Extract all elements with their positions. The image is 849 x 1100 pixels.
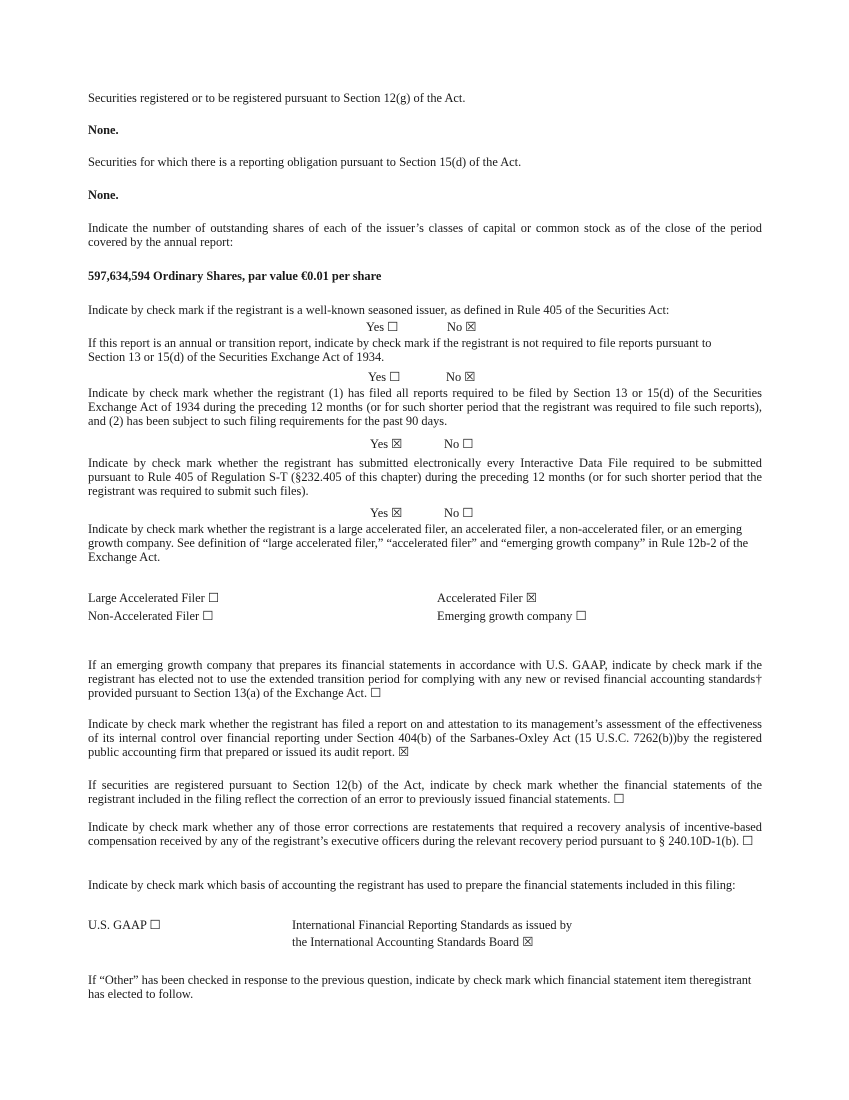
filer-status-question: Indicate by check mark whether the registrant is a large accelerated filer, an accelerated filer, a non-accelerated filer, or an emerging growth company. See definition of “large accelerated filer,” “accelerated filer” and “emerging growth company” in Rule 12b-2 of the Exchange Act. bbox=[88, 522, 749, 564]
interactive-data-yes-checkbox[interactable]: Yes ☒ bbox=[370, 506, 403, 520]
accelerated-filer-checkbox[interactable]: Accelerated Filer ☒ bbox=[437, 591, 537, 605]
not-required-no-checkbox[interactable]: No ☒ bbox=[446, 370, 476, 384]
restatement-recovery-question: Indicate by check mark whether any of those error corrections are restatements that required a recovery analysis of incentive-based compensation received by any of the registrant’s executive officers during the relevant recovery period pursuant to § 240.10D-1(b). ☐ bbox=[88, 820, 762, 848]
section-12g-answer: None. bbox=[88, 123, 119, 137]
large-accelerated-filer-checkbox[interactable]: Large Accelerated Filer ☐ bbox=[88, 591, 219, 605]
non-accelerated-filer-checkbox[interactable]: Non-Accelerated Filer ☐ bbox=[88, 609, 214, 623]
wksi-no-checkbox[interactable]: No ☒ bbox=[447, 320, 477, 334]
interactive-data-no-checkbox[interactable]: No ☐ bbox=[444, 506, 474, 520]
ifrs-checkbox[interactable]: the International Accounting Standards Board ☒ bbox=[292, 935, 534, 949]
filed-reports-question: Indicate by check mark whether the registrant (1) has filed all reports required to be filed by Section 13 or 15(d) of the Securities Exchange Act of 1934 during the preceding 12 months (or for such shorter period that the registrant was required to file such reports), and (2) has been subject to such filing requirements for the past 90 days. bbox=[88, 386, 762, 428]
error-correction-question: If securities are registered pursuant to Section 12(b) of the Act, indicate by check mark whether the financial statements of the registrant included in the filing reflect the correction of an error to previously issued financial statements. ☐ bbox=[88, 778, 762, 806]
us-gaap-checkbox[interactable]: U.S. GAAP ☐ bbox=[88, 918, 161, 932]
outstanding-shares-value: 597,634,594 Ordinary Shares, par value €0.01 per share bbox=[88, 269, 382, 283]
other-basis-question: If “Other” has been checked in response to the previous question, indicate by check mark which financial statement item theregistrant has elected to follow. bbox=[88, 973, 752, 1001]
ifrs-label-line1: International Financial Reporting Standards as issued by bbox=[292, 918, 573, 932]
section-15d-answer: None. bbox=[88, 188, 119, 202]
accounting-basis-question: Indicate by check mark which basis of accounting the registrant has used to prepare the financial statements included in this filing: bbox=[88, 878, 736, 892]
wksi-question: Indicate by check mark if the registrant is a well-known seasoned issuer, as defined in Rule 405 of the Securities Act: bbox=[88, 303, 670, 317]
filed-reports-yes-checkbox[interactable]: Yes ☒ bbox=[370, 437, 403, 451]
section-12g-text: Securities registered or to be registered pursuant to Section 12(g) of the Act. bbox=[88, 91, 466, 105]
interactive-data-question: Indicate by check mark whether the registrant has submitted electronically every Interactive Data File required to be submitted pursuant to Rule 405 of Regulation S-T (§232.405 of this chapter) during the preceding 12 months (or for such shorter period that the registrant was required to submit such files). bbox=[88, 456, 762, 498]
not-required-question: If this report is an annual or transition report, indicate by check mark if the registrant is not required to file reports pursuant to Section 13 or 15(d) of the Securities Exchange Act of 1934. bbox=[88, 336, 712, 364]
not-required-yes-checkbox[interactable]: Yes ☐ bbox=[368, 370, 401, 384]
outstanding-shares-question: Indicate the number of outstanding shares of each of the issuer’s classes of capital or common stock as of the close of the period covered by the annual report: bbox=[88, 221, 762, 249]
emerging-growth-company-checkbox[interactable]: Emerging growth company ☐ bbox=[437, 609, 587, 623]
filed-reports-no-checkbox[interactable]: No ☐ bbox=[444, 437, 474, 451]
section-15d-text: Securities for which there is a reporting obligation pursuant to Section 15(d) of the Act. bbox=[88, 155, 522, 169]
emerging-growth-transition-question: If an emerging growth company that prepares its financial statements in accordance with U.S. GAAP, indicate by check mark if the registrant has elected not to use the extended transition period for complying with any new or revised financial accounting standards† provided pursuant to Section 13(a) of the Exchange Act. ☐ bbox=[88, 658, 762, 700]
internal-control-attestation-question: Indicate by check mark whether the registrant has filed a report on and attestation to its management’s assessment of the effectiveness of its internal control over financial reporting under Section 404(b) of the Sarbanes-Oxley Act (15 U.S.C. 7262(b))by the registered public accounting firm that prepared or issued its audit report. ☒ bbox=[88, 717, 762, 759]
wksi-yes-checkbox[interactable]: Yes ☐ bbox=[366, 320, 399, 334]
